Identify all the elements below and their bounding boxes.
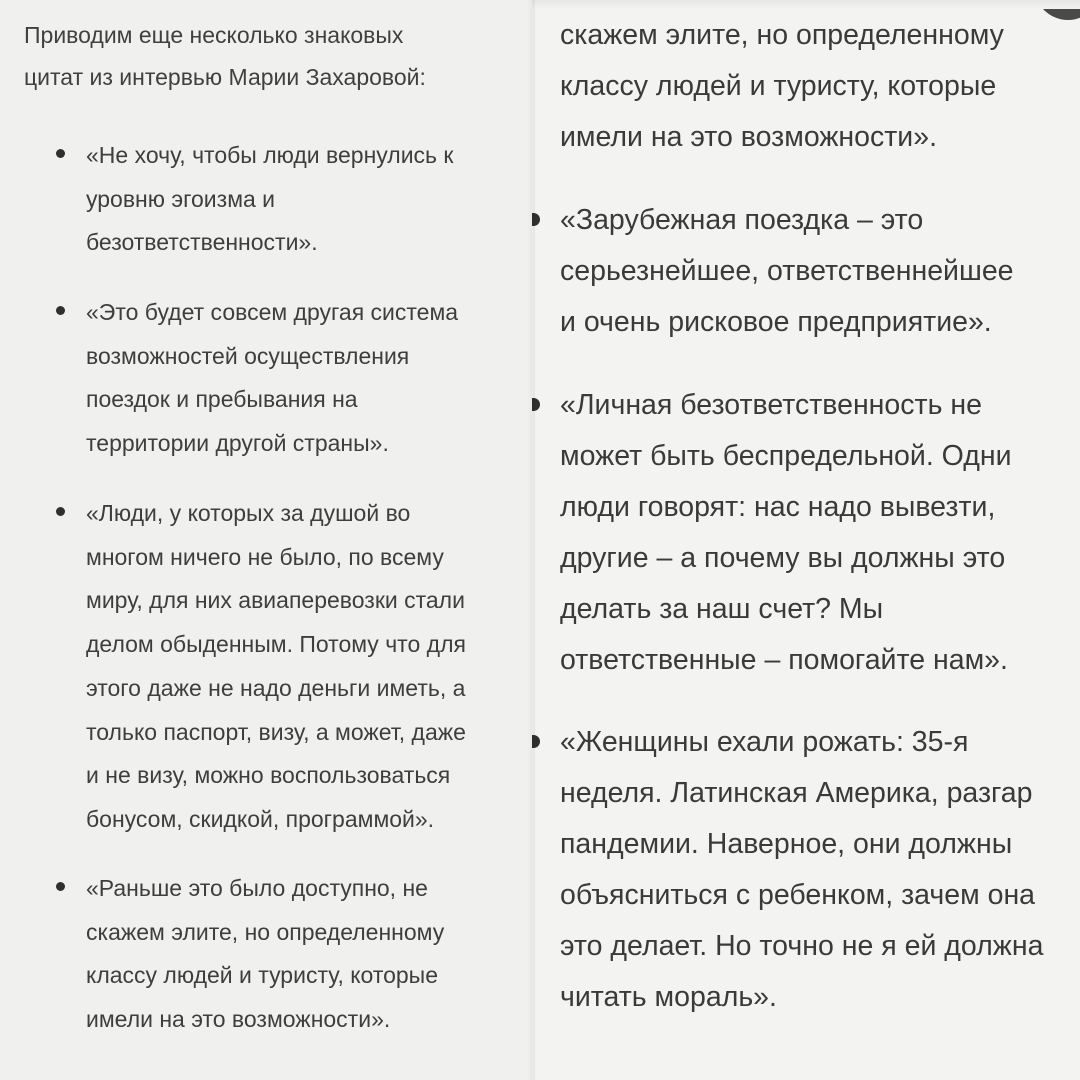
- pane-divider: [527, 0, 535, 1080]
- quote-text: «Люди, у которых за душой во многом ничего не было, по всему миру, для них авиаперевозки стали делом обыденным. Потому что для этого даже не надо деньги иметь, а только паспорт, визу, а может, даже и не визу, можно воспользоваться бонусом, скидкой, программой».: [86, 500, 466, 832]
- bullet-icon: [56, 882, 65, 891]
- quote-text: «Не хочу, чтобы люди вернулись к уровню эгоизма и безответственности».: [86, 142, 454, 256]
- bullet-icon: [56, 507, 65, 516]
- bullet-icon: [56, 306, 65, 315]
- quote-continuation: скажем элите, но определенному классу людей и туристу, которые имели на это возможности».: [560, 19, 1004, 153]
- article-intro: [24, 14, 524, 98]
- quote-text: «Это будет совсем другая система возможностей осуществления поездок и пребывания на территории другой страны».: [86, 299, 459, 457]
- right-article-pane: [532, 0, 1080, 1080]
- top-edge-strip: [532, 0, 1080, 9]
- intro-line: цитат из интервью Марии Захаровой:: [24, 64, 426, 90]
- bullet-icon: [56, 149, 65, 158]
- quote-text: «Зарубежная поездка – это серьезнейшее, ответственнейшее и очень рисковое предприятие».: [560, 204, 1014, 338]
- quote-text: «Личная безответственность не может быть беспредельной. Одни люди говорят: нас надо вывезти, другие – а почему вы должны это делать за наш счет? Мы ответственные – помогайте нам».: [560, 389, 1012, 676]
- intro-line: Приводим еще несколько знаковых: [24, 22, 404, 48]
- quote-text: «Раньше это было доступно, не скажем элите, но определенному классу людей и туристу, которые имели на это возможности».: [86, 875, 445, 1033]
- quote-text: «Женщины ехали рожать: 35-я неделя. Латинская Америка, разгар пандемии. Наверное, они должны объясниться с ребенком, зачем она это делает. Но точно не я ей должна читать мораль».: [560, 726, 1044, 1013]
- left-article-pane: [0, 0, 532, 1080]
